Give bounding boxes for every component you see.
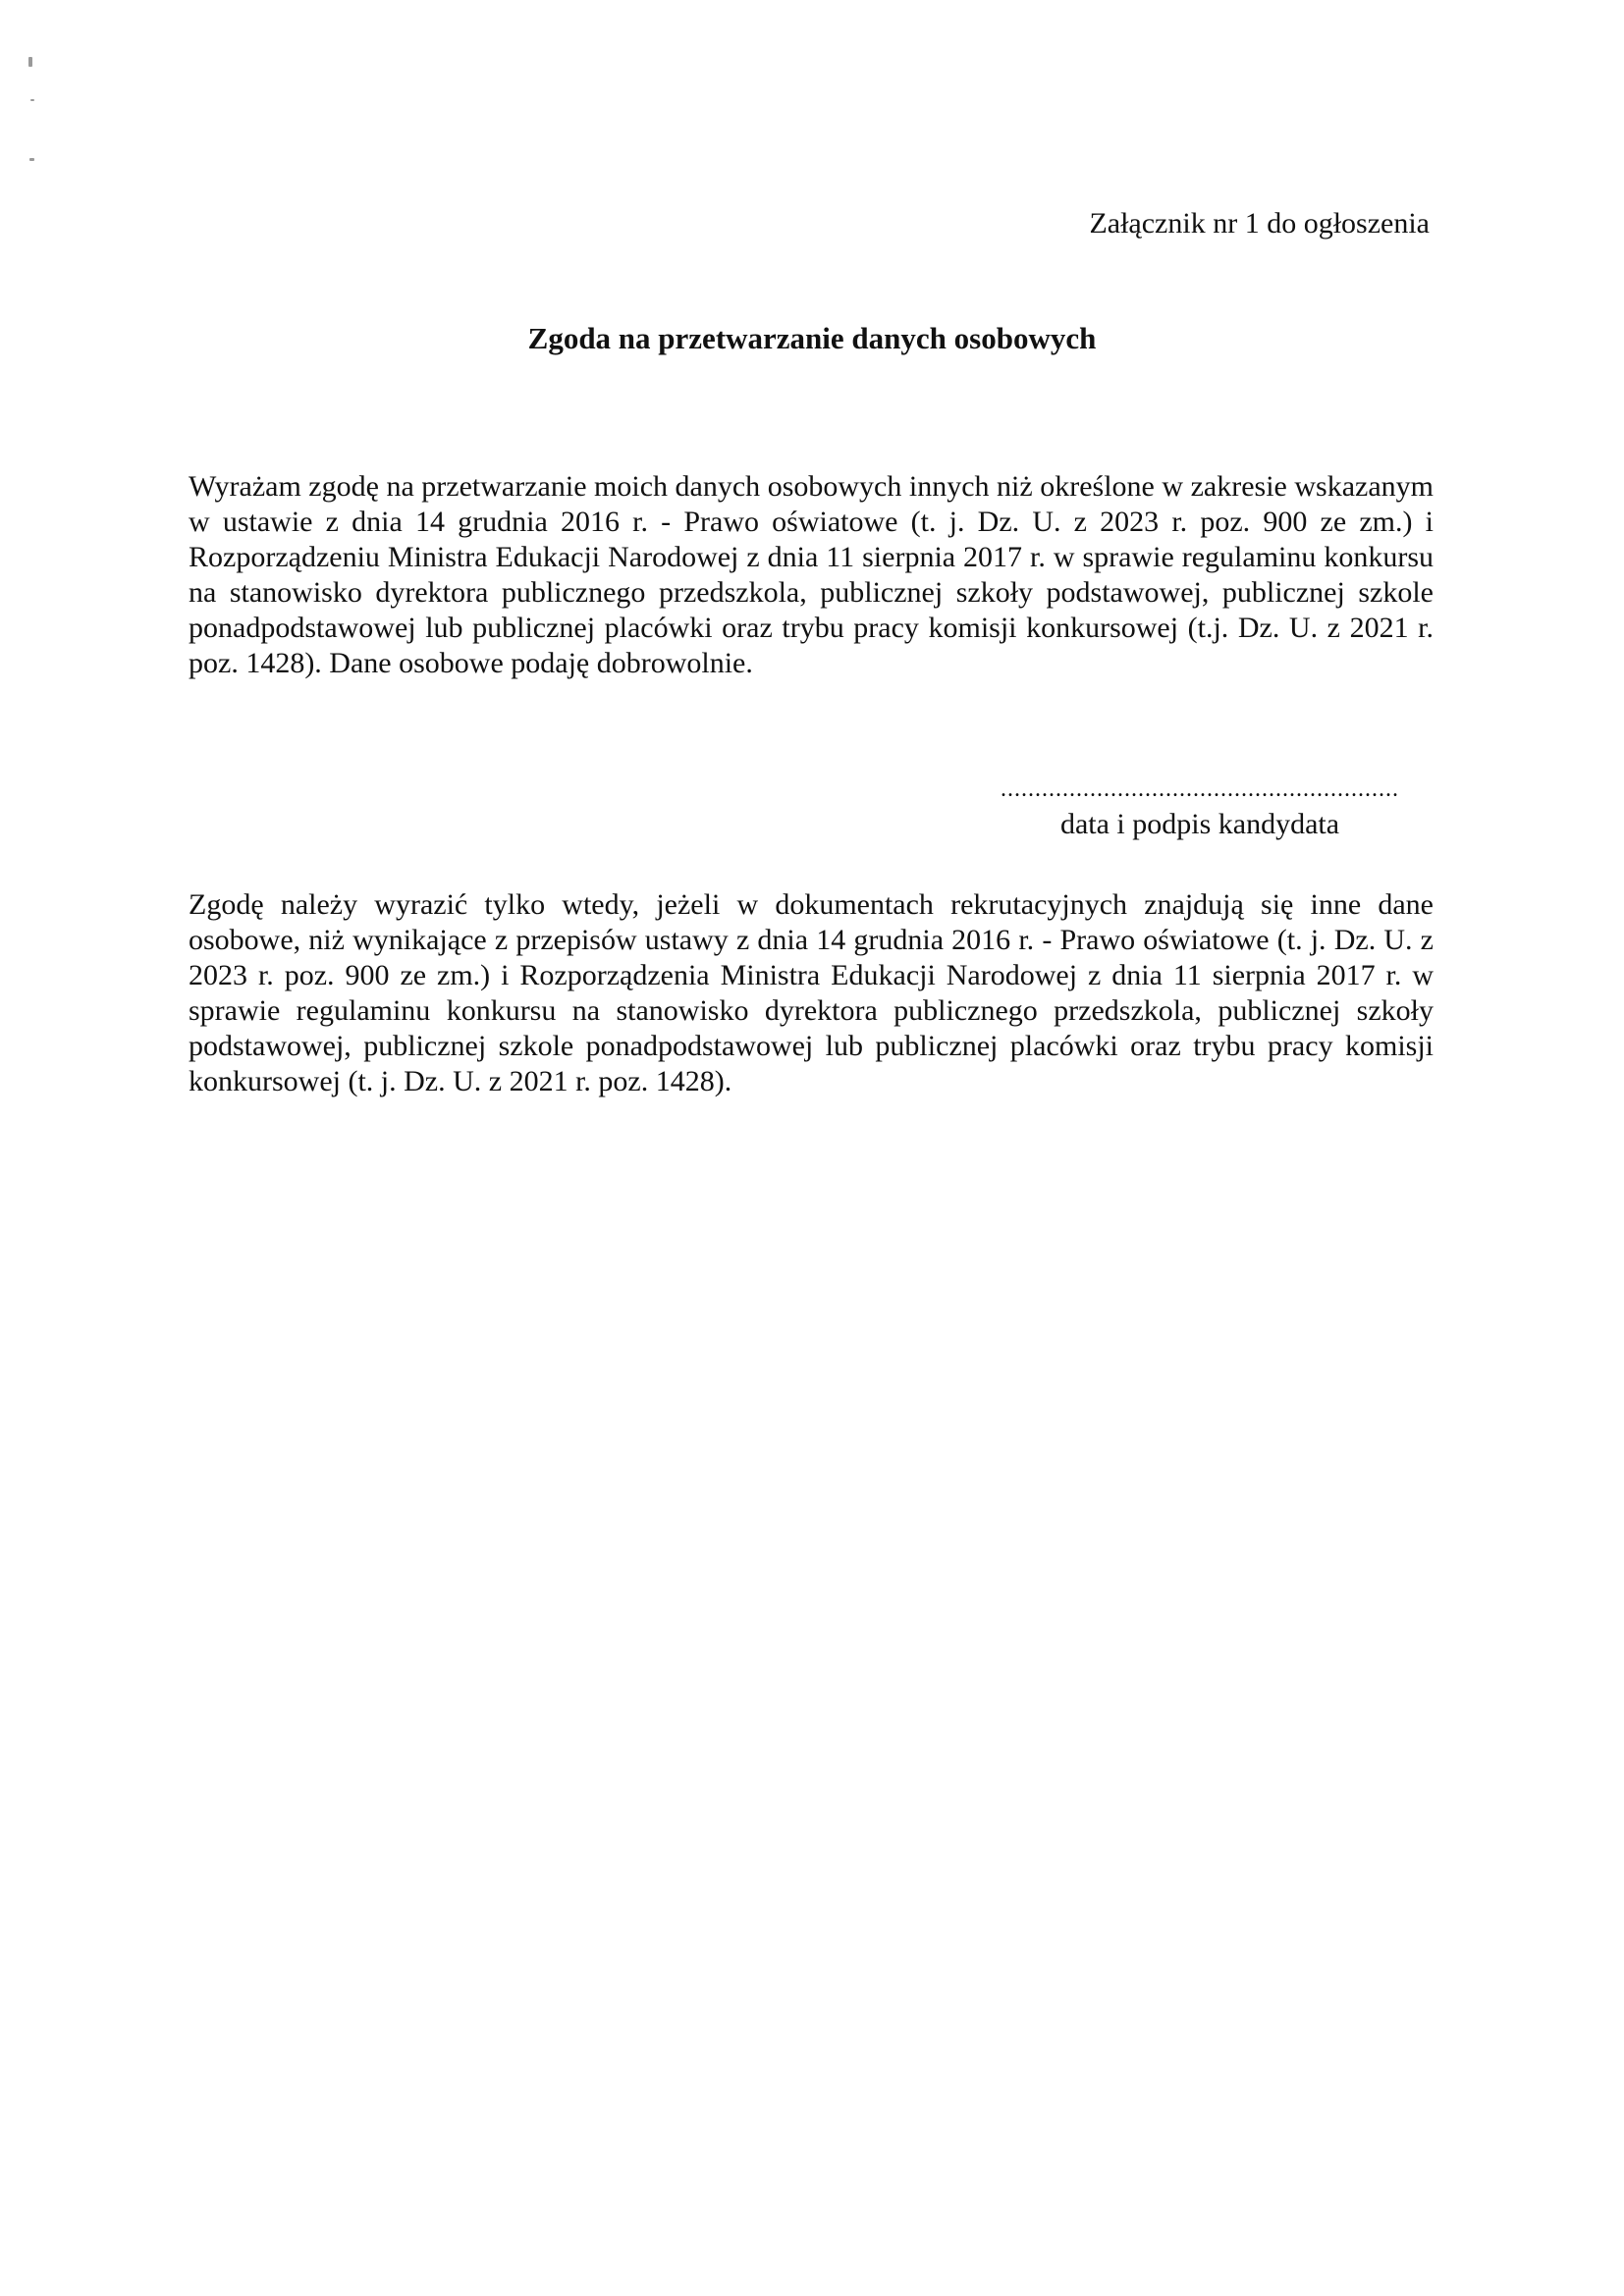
- signature-label: data i podpis kandydata: [1059, 808, 1340, 840]
- consent-paragraph: Wyrażam zgodę na przetwarzanie moich danych osobowych innych niż określone w zakresie wskazanym w ustawie z dnia 14 grudnia 2016 r. - Prawo oświatowe (t. j. Dz. U. z 2023 r. poz. 900 ze zm.) i Rozporządzeniu Ministra Edukacji Narodowej z dnia 11 sierpnia 2017 r. w sprawie regulaminu konkursu na stanowisko dyrektora publicznego przedszkola, publicznej szkoły podstawowej, publicznej szkole ponadpodstawowej lub publicznej placówki oraz trybu pracy komisji konkursowej (t.j. Dz. U. z 2021 r. poz. 1428). Dane osobowe podaję dobrowolnie.: [189, 470, 1434, 679]
- scan-artifact: [30, 99, 34, 101]
- scan-artifact: [28, 57, 32, 67]
- attachment-label: Załącznik nr 1 do ogłoszenia: [1089, 207, 1430, 240]
- note-paragraph: Zgodę należy wyrazić tylko wtedy, jeżeli w dokumentach rekrutacyjnych znajdują się inne dane osobowe, niż wynikające z przepisów ustawy z dnia 14 grudnia 2016 r. - Prawo oświatowe (t. j. Dz. U. z 2023 r. poz. 900 ze zm.) i Rozporządzenia Ministra Edukacji Narodowej z dnia 11 sierpnia 2017 r. w sprawie regulaminu konkursu na stanowisko dyrektora publicznego przedszkola, publicznej szkoły podstawowej, publicznej szkole ponadpodstawowej lub publicznej placówki oraz trybu pracy komisji konkursowej (t. j. Dz. U. z 2021 r. poz. 1428).: [189, 888, 1434, 1097]
- signature-line: ..........................................................: [1001, 776, 1399, 802]
- document-title: Zgoda na przetwarzanie danych osobowych: [527, 321, 1097, 355]
- scan-artifact: [29, 158, 34, 161]
- signature-block: [969, 775, 1431, 844]
